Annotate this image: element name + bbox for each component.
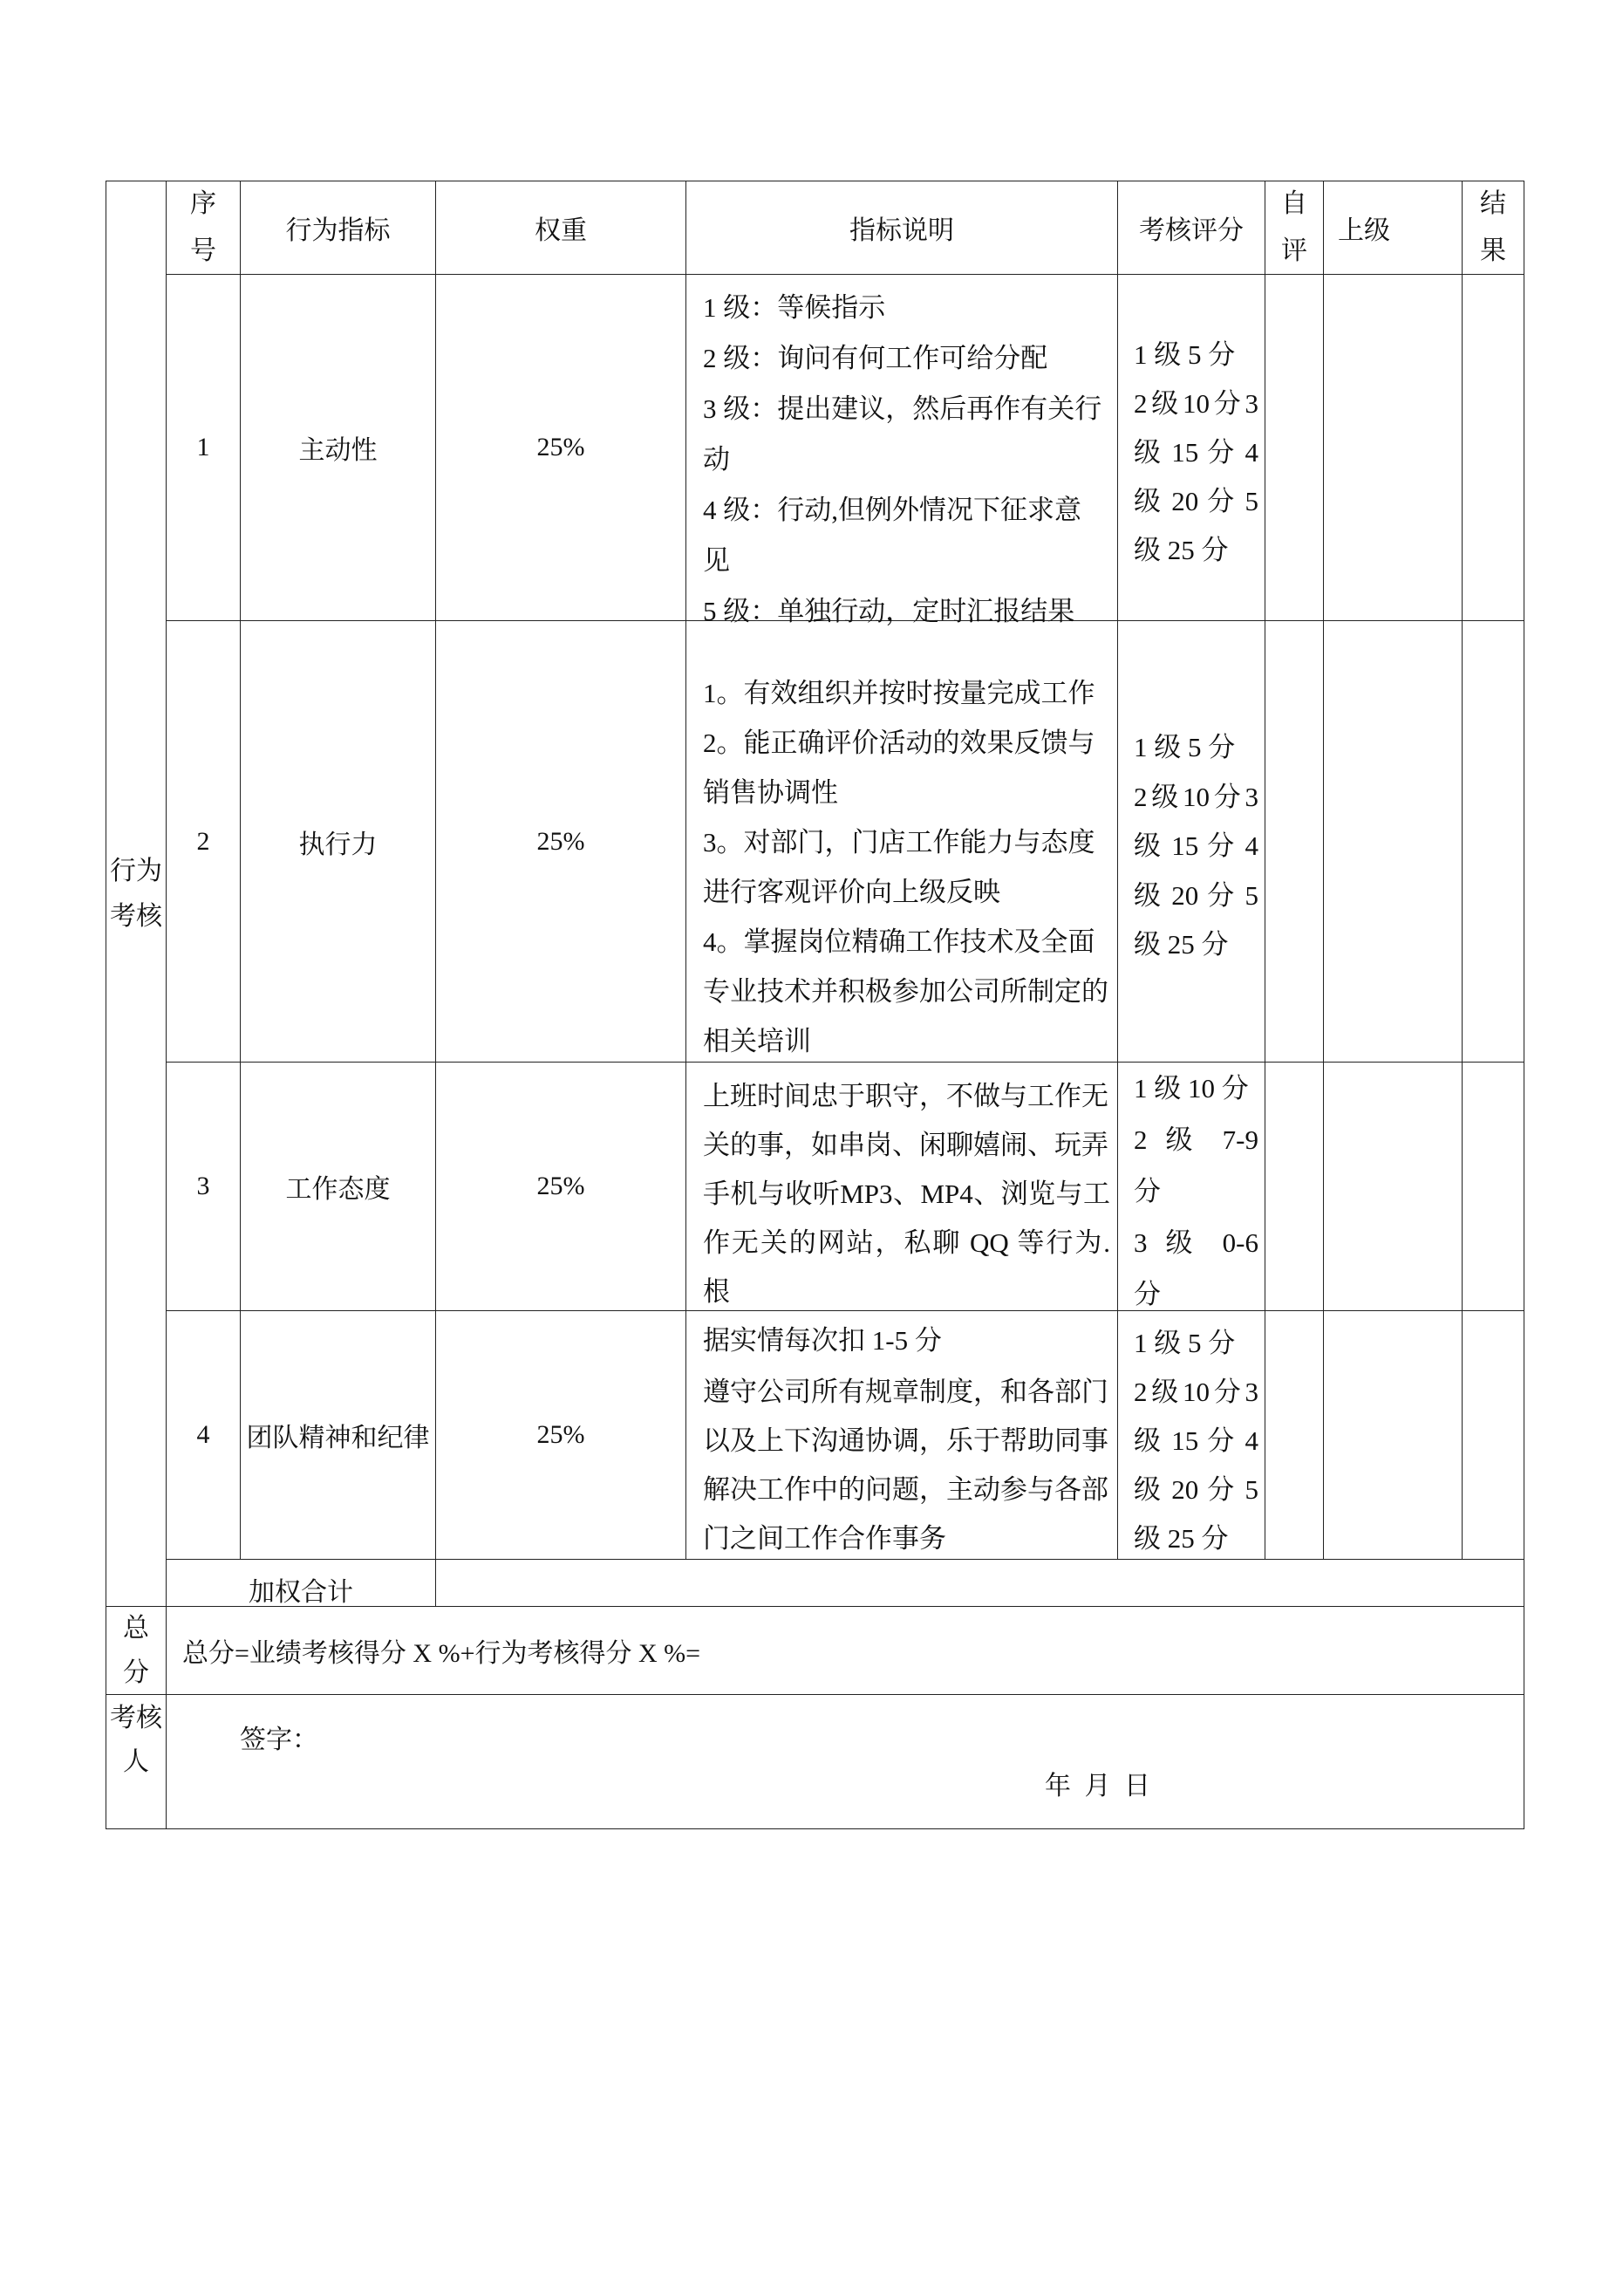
row-1-superior-cell bbox=[1324, 275, 1463, 621]
row-3-indicator: 工作态度 bbox=[241, 1063, 436, 1311]
scoring-line: 2级10分3 bbox=[1134, 388, 1258, 419]
section-label-line: 考核 bbox=[110, 901, 162, 931]
row-3-superior-cell bbox=[1324, 1063, 1463, 1311]
row-4-scoring bbox=[1118, 1311, 1265, 1560]
weighted-total-label: 加权合计 bbox=[167, 1560, 436, 1607]
description-line: 3 级：提出建议，然后再作有关行 bbox=[703, 393, 1102, 424]
assessor-label-line: 考核 bbox=[110, 1704, 162, 1732]
description-line: 解决工作中的问题，主动参与各部 bbox=[703, 1474, 1108, 1505]
total-formula: 总分=业绩考核得分 X %+行为考核得分 X %= bbox=[167, 1607, 1524, 1695]
description-line: 见 bbox=[703, 545, 730, 576]
header-result bbox=[1463, 181, 1524, 275]
description-line: 1。有效组织并按时按量完成工作 bbox=[703, 678, 1095, 708]
row-3-index: 3 bbox=[167, 1063, 241, 1311]
row-2-self-eval-cell bbox=[1265, 621, 1324, 1063]
scoring-line: 2级10分3 bbox=[1134, 1377, 1258, 1407]
row-3-scoring bbox=[1118, 1063, 1265, 1311]
description-line: 手机与收听MP3、MP4、浏览与工 bbox=[703, 1179, 1110, 1209]
scoring-line: 级 15 分 4 bbox=[1134, 830, 1258, 861]
total-label-line: 总 bbox=[123, 1614, 149, 1643]
assessor-signature-cell bbox=[167, 1695, 1524, 1829]
description-line: 动 bbox=[703, 444, 730, 475]
row-1-weight: 25% bbox=[436, 275, 686, 621]
row-4-description bbox=[686, 1311, 1118, 1560]
weighted-total-value-cell bbox=[436, 1560, 1524, 1607]
assessor-label-cell bbox=[106, 1695, 167, 1829]
row-4-self-eval-cell bbox=[1265, 1311, 1324, 1560]
row-4-superior-cell bbox=[1324, 1311, 1463, 1560]
row-2-indicator: 执行力 bbox=[241, 621, 436, 1063]
header-description: 指标说明 bbox=[686, 181, 1118, 275]
description-line: 专业技术并积极参加公司所制定的 bbox=[703, 976, 1108, 1007]
row-1-scoring bbox=[1118, 275, 1265, 621]
description-line: 5 级：单独行动，定时汇报结果 bbox=[703, 596, 1075, 626]
header-self-eval-line: 评 bbox=[1281, 236, 1307, 265]
description-line: 2 级：询问有何工作可给分配 bbox=[703, 343, 1048, 373]
scoring-line: 级 25 分 bbox=[1134, 535, 1229, 565]
row-2-result-cell bbox=[1463, 621, 1524, 1063]
scoring-line: 2 级 7-9 bbox=[1134, 1124, 1258, 1155]
header-result-line: 结 bbox=[1480, 189, 1506, 218]
row-2-description bbox=[686, 621, 1118, 1063]
row-1-self-eval-cell bbox=[1265, 275, 1324, 621]
scoring-line: 3 级 0-6 bbox=[1134, 1227, 1258, 1258]
scoring-line: 1 级 10 分 bbox=[1134, 1073, 1249, 1104]
row-2-weight: 25% bbox=[436, 621, 686, 1063]
row-4-result-cell bbox=[1463, 1311, 1524, 1560]
scoring-line: 分 bbox=[1134, 1279, 1161, 1309]
scoring-line: 级 20 分 5 bbox=[1134, 1474, 1258, 1505]
row-2-superior-cell bbox=[1324, 621, 1463, 1063]
header-weight: 权重 bbox=[436, 181, 686, 275]
header-self-eval bbox=[1265, 181, 1324, 275]
signature-label: 签字： bbox=[240, 1725, 318, 1754]
row-2-index: 2 bbox=[167, 621, 241, 1063]
description-line: 2。能正确评价活动的效果反馈与 bbox=[703, 728, 1095, 758]
header-result-line: 果 bbox=[1480, 236, 1506, 265]
description-line: 3。对部门，门店工作能力与态度 bbox=[703, 827, 1095, 858]
section-label-cell bbox=[106, 181, 167, 1607]
header-self-eval-line: 自 bbox=[1281, 189, 1307, 218]
scoring-line: 级 25 分 bbox=[1134, 929, 1229, 960]
section-label-line: 行为 bbox=[110, 856, 162, 885]
row-4-index: 4 bbox=[167, 1311, 241, 1560]
row-1-description bbox=[686, 275, 1118, 626]
scoring-line: 级 20 分 5 bbox=[1134, 486, 1258, 516]
description-line: 相关培训 bbox=[703, 1026, 811, 1056]
date-label: 年 月 日 bbox=[1045, 1772, 1150, 1801]
row-1-index: 1 bbox=[167, 275, 241, 621]
description-line: 销售协调性 bbox=[703, 777, 838, 808]
description-line: 据实情每次扣 1-5 分 bbox=[703, 1325, 942, 1356]
header-superior: 上级 bbox=[1324, 181, 1463, 275]
assessor-label-line: 人 bbox=[123, 1747, 149, 1776]
description-line: 门之间工作合作事务 bbox=[703, 1523, 946, 1554]
description-line: 关的事，如串岗、闲聊嬉闹、玩弄 bbox=[703, 1130, 1108, 1160]
header-index-line: 序 bbox=[190, 189, 216, 218]
row-1-result-cell bbox=[1463, 275, 1524, 621]
scoring-line: 级 15 分 4 bbox=[1134, 1425, 1258, 1456]
scoring-line: 1 级 5 分 bbox=[1134, 1328, 1236, 1358]
row-1-indicator: 主动性 bbox=[241, 275, 436, 621]
row-4-indicator: 团队精神和纪律 bbox=[241, 1311, 436, 1560]
row-2-scoring bbox=[1118, 621, 1265, 1063]
header-scoring: 考核评分 bbox=[1118, 181, 1265, 275]
scoring-line: 级 15 分 4 bbox=[1134, 437, 1258, 468]
description-line: 4。掌握岗位精确工作技术及全面 bbox=[703, 926, 1095, 957]
row-3-self-eval-cell bbox=[1265, 1063, 1324, 1311]
row-4-weight: 25% bbox=[436, 1311, 686, 1560]
scoring-line: 2级10分3 bbox=[1134, 781, 1258, 812]
description-line: 进行客观评价向上级反映 bbox=[703, 877, 1000, 907]
description-line: 上班时间忠于职守，不做与工作无 bbox=[703, 1081, 1108, 1111]
description-line: 4 级：行动,但例外情况下征求意 bbox=[703, 495, 1081, 525]
behavior-assessment-table bbox=[106, 181, 1524, 1829]
row-3-weight: 25% bbox=[436, 1063, 686, 1311]
scoring-line: 1 级 5 分 bbox=[1134, 339, 1236, 370]
scoring-line: 级 20 分 5 bbox=[1134, 879, 1258, 911]
description-line: 遵守公司所有规章制度，和各部门 bbox=[703, 1377, 1108, 1407]
description-line: 1 级：等候指示 bbox=[703, 292, 886, 323]
header-index-line: 号 bbox=[190, 236, 216, 265]
header-index bbox=[167, 181, 241, 275]
header-indicator: 行为指标 bbox=[241, 181, 436, 275]
description-line: 作无关的网站，私聊 QQ 等行为.根 bbox=[703, 1227, 1110, 1307]
scoring-line: 分 bbox=[1134, 1176, 1161, 1206]
scoring-line: 级 25 分 bbox=[1134, 1523, 1229, 1554]
scoring-line: 1 级 5 分 bbox=[1134, 732, 1236, 762]
total-label-line: 分 bbox=[123, 1658, 149, 1687]
row-3-description bbox=[686, 1063, 1118, 1356]
description-line: 以及上下沟通协调，乐于帮助同事 bbox=[703, 1425, 1108, 1456]
row-3-result-cell bbox=[1463, 1063, 1524, 1311]
total-label-cell bbox=[106, 1607, 167, 1695]
